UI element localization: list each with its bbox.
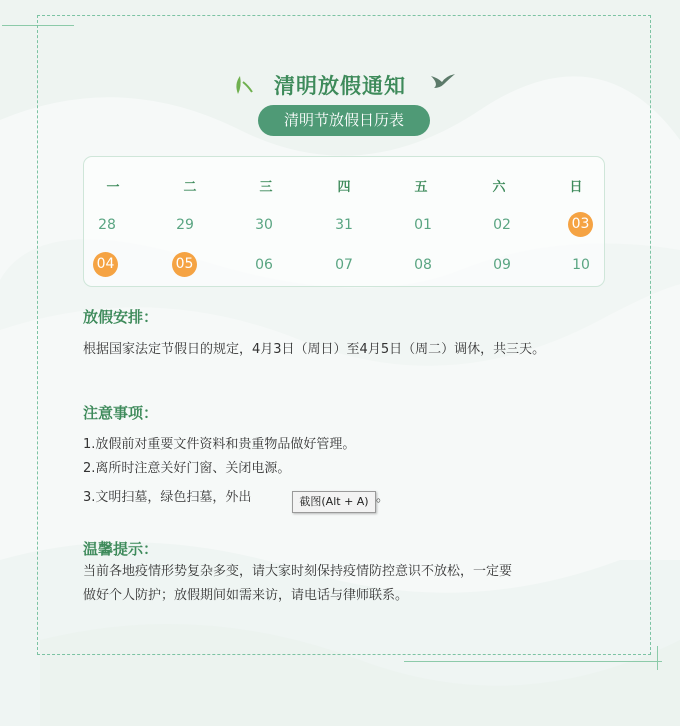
calendar-day: 28 xyxy=(98,217,116,233)
arrangement-heading: 放假安排： xyxy=(83,308,159,326)
arrangement-text: 根据国家法定节假日的规定，4月3日（周日）至4月5日（周二）调休，共三天。 xyxy=(83,342,546,357)
weekday-tue: 二 xyxy=(183,180,197,195)
calendar xyxy=(83,156,605,287)
notes-heading: 注意事项： xyxy=(83,404,159,422)
weekday-mon: 一 xyxy=(106,180,120,195)
calendar-day-highlighted: 05 xyxy=(172,252,197,277)
note-item: 3.文明扫墓，绿色扫墓，外出 xyxy=(83,490,252,505)
calendar-day-highlighted: 04 xyxy=(93,252,118,277)
weekday-sun: 日 xyxy=(569,180,583,195)
calendar-day: 29 xyxy=(176,217,194,233)
calendar-day: 30 xyxy=(255,217,273,233)
calendar-day: 10 xyxy=(572,257,590,273)
calendar-day: 02 xyxy=(493,217,511,233)
calendar-day-highlighted: 03 xyxy=(568,212,593,237)
calendar-day: 01 xyxy=(414,217,432,233)
weekday-fri: 五 xyxy=(414,180,428,195)
calendar-day: 06 xyxy=(255,257,273,273)
note-item-tail: 。 xyxy=(376,490,390,505)
swallow-icon xyxy=(430,72,456,90)
weekday-sat: 六 xyxy=(492,180,506,195)
weekday-thu: 四 xyxy=(337,180,351,195)
frame-corner-line-bottom xyxy=(404,661,662,662)
screenshot-tooltip: 截图(Alt + A) xyxy=(292,491,376,513)
calendar-day: 09 xyxy=(493,257,511,273)
subtitle-badge: 清明节放假日历表 xyxy=(258,105,430,136)
weekday-wed: 三 xyxy=(259,180,273,195)
calendar-day: 08 xyxy=(414,257,432,273)
note-item: 2.离所时注意关好门窗、关闭电源。 xyxy=(83,461,291,476)
frame-corner-line-vertical xyxy=(657,646,658,670)
page-title: 清明放假通知 xyxy=(274,74,406,98)
tips-text-line: 当前各地疫情形势复杂多变，请大家时刻保持疫情防控意识不放松，一定要 xyxy=(83,564,513,579)
calendar-day: 31 xyxy=(335,217,353,233)
tips-text-line: 做好个人防护；放假期间如需来访，请电话与律师联系。 xyxy=(83,588,409,603)
tips-heading: 温馨提示： xyxy=(83,540,159,558)
note-item: 1.放假前对重要文件资料和贵重物品做好管理。 xyxy=(83,437,356,452)
calendar-day: 07 xyxy=(335,257,353,273)
title-row xyxy=(0,70,680,100)
